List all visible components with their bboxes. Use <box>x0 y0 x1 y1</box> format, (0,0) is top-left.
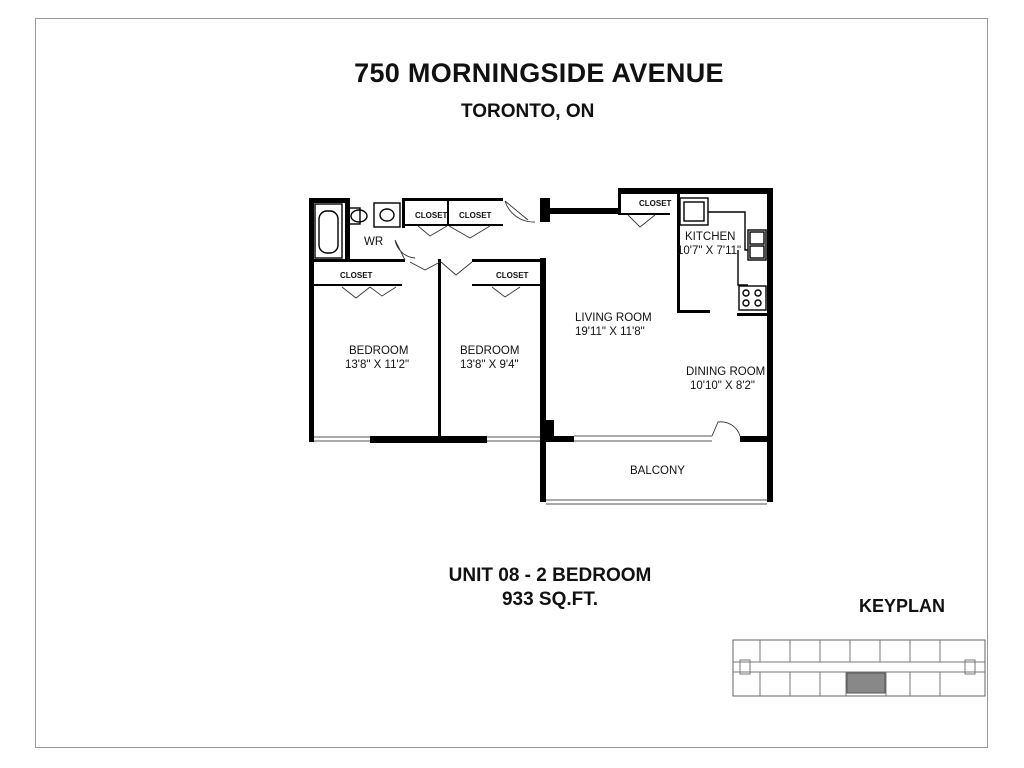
unit-type: UNIT 08 - 2 BEDROOM <box>448 565 652 586</box>
bedroom-2-size: 13'8" X 9'4" <box>460 359 519 371</box>
balcony-label: BALCONY <box>630 465 685 477</box>
dining-room-size: 10'10" X 8'2" <box>690 380 755 392</box>
closet-label: CLOSET <box>639 199 672 208</box>
city-subtitle: TORONTO, ON <box>461 101 595 122</box>
keyplan-diagram <box>733 640 985 696</box>
closet-label: CLOSET <box>415 211 448 220</box>
keyplan-label: KEYPLAN <box>859 596 946 616</box>
kitchen-sink <box>748 230 766 260</box>
sink <box>374 203 400 227</box>
closet-label: CLOSET <box>459 211 492 220</box>
closet-label: CLOSET <box>496 271 529 280</box>
stove <box>739 286 766 310</box>
bedroom-2-name: BEDROOM <box>460 345 520 357</box>
living-room-size: 19'11" X 11'8" <box>575 326 645 338</box>
bathtub <box>315 204 342 258</box>
highlighted-unit <box>847 673 885 693</box>
toilet <box>348 208 367 224</box>
washroom-label: WR <box>364 236 384 248</box>
bedroom-1-size: 13'8" X 11'2" <box>345 359 410 371</box>
dining-room-name: DINING ROOM <box>686 366 766 378</box>
bedroom-1-name: BEDROOM <box>349 345 409 357</box>
closet-label: CLOSET <box>340 271 373 280</box>
kitchen-size: 10'7" X 7'11" <box>677 245 742 257</box>
building-title: 750 MORNINGSIDE AVENUE <box>354 58 724 88</box>
living-room-name: LIVING ROOM <box>575 312 652 324</box>
kitchen-name: KITCHEN <box>685 231 736 243</box>
unit-info <box>420 564 680 612</box>
unit-area: 933 SQ.FT. <box>501 589 599 610</box>
